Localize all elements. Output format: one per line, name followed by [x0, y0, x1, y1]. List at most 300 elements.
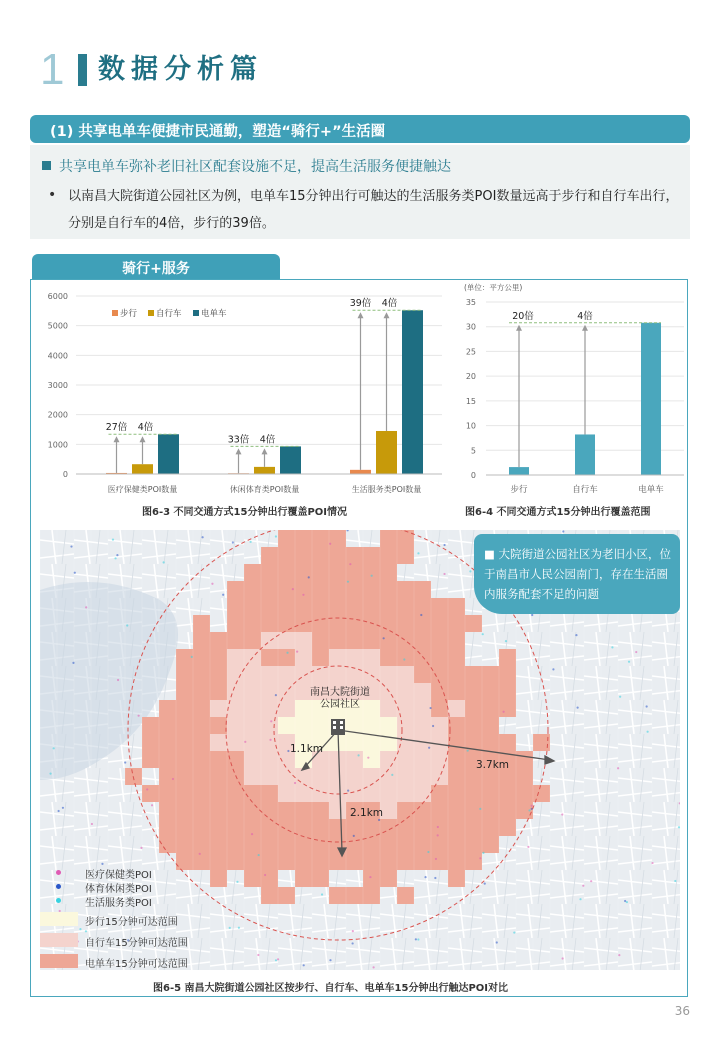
ebike-cell — [465, 819, 482, 836]
ebike-cell — [516, 785, 533, 802]
ebike-cell — [431, 853, 448, 870]
poi-dot — [321, 893, 323, 895]
ebike-cell — [227, 581, 244, 598]
ebike-cell — [142, 751, 159, 768]
ebike-cell — [448, 802, 465, 819]
location-label-line2: 公园社区 — [320, 699, 360, 710]
bike-cell — [414, 751, 431, 768]
ebike-cell — [210, 819, 227, 836]
poi-dot — [443, 544, 445, 546]
subheading: (1) 共享电单车便捷市民通勤，塑造“骑行+”生活圈 — [50, 124, 386, 140]
ebike-cell — [346, 547, 363, 564]
bike-cell — [261, 632, 278, 649]
poi-dot — [496, 941, 498, 943]
bike-cell — [448, 700, 465, 717]
ebike-cell — [210, 683, 227, 700]
ebike-cell — [261, 598, 278, 615]
poi-dot — [294, 782, 296, 784]
ebike-cell — [431, 683, 448, 700]
bike-cell — [227, 717, 244, 734]
poi-dot — [484, 883, 486, 885]
ebike-cell — [482, 734, 499, 751]
poi-dot — [275, 694, 277, 696]
ebike-cell — [278, 802, 295, 819]
ebike-cell — [261, 547, 278, 564]
ebike-cell — [397, 836, 414, 853]
poi-dot — [112, 539, 114, 541]
poi-dot — [371, 575, 373, 577]
bike-cell — [346, 768, 363, 785]
ebike-cell — [482, 683, 499, 700]
ebike-cell — [329, 530, 346, 547]
poi-dot — [619, 696, 621, 698]
poi-dot — [286, 652, 288, 654]
poi-dot — [222, 594, 224, 596]
ebike-cell — [414, 836, 431, 853]
ebike-cell — [499, 819, 516, 836]
poi-dot — [469, 570, 471, 572]
ebike-cell — [380, 598, 397, 615]
ebike-cell — [176, 853, 193, 870]
bar-自行车 — [575, 434, 595, 475]
ebike-cell — [210, 853, 227, 870]
ebike-cell — [210, 751, 227, 768]
poi-dot — [124, 761, 126, 763]
ebike-cell — [193, 785, 210, 802]
ebike-cell — [499, 700, 516, 717]
poi-dot — [199, 853, 201, 855]
walk-ratio-label: 20倍 — [512, 310, 534, 322]
y-tick-label: 10 — [465, 421, 476, 431]
walk-cell — [363, 700, 380, 717]
ebike-cell — [176, 666, 193, 683]
ebike-cell — [295, 547, 312, 564]
ebike-cell — [210, 632, 227, 649]
ebike-cell — [312, 819, 329, 836]
poi-dot — [232, 541, 234, 543]
poi-dot — [647, 731, 649, 733]
ebike-cell — [159, 717, 176, 734]
ebike-cell — [397, 598, 414, 615]
poi-dot — [85, 930, 87, 932]
ebike-cell — [329, 598, 346, 615]
ebike-cell — [227, 853, 244, 870]
ebike-cell — [397, 887, 414, 904]
ebike-cell — [431, 836, 448, 853]
ebike-cell — [278, 615, 295, 632]
ebike-cell — [295, 598, 312, 615]
poi-dot — [269, 739, 271, 741]
walk-ratio-label: 33倍 — [227, 434, 250, 446]
poi-dot — [479, 857, 481, 859]
panel-tab-label: 骑行+服务 — [122, 261, 190, 277]
y-tick-label: 4000 — [47, 351, 68, 361]
summary-paragraph: 以南昌大院街道公园社区为例，电单车15分钟出行可触达的生活服务类POI数量远高于步行和自行车出行，分别是自行车的4倍，步行的39倍。 — [68, 189, 679, 231]
poi-dot — [482, 852, 484, 854]
ratio-arrow-head — [140, 436, 146, 442]
map-callout-text — [484, 544, 674, 604]
poi-dot — [611, 646, 613, 648]
poi-dot — [264, 874, 266, 876]
bar-自行车 — [376, 431, 397, 474]
ratio-arrow-head — [236, 448, 242, 454]
poi-dot — [391, 774, 393, 776]
poi-dot — [579, 898, 581, 900]
ebike-cell — [261, 564, 278, 581]
ebike-cell — [193, 819, 210, 836]
ebike-cell — [431, 819, 448, 836]
ebike-cell — [193, 853, 210, 870]
ebike-cell — [380, 564, 397, 581]
poi-dot — [527, 846, 529, 848]
ebike-cell — [363, 870, 380, 887]
poi-dot — [353, 835, 355, 837]
ebike-cell — [227, 785, 244, 802]
ebike-cell — [397, 802, 414, 819]
ebike-cell — [346, 632, 363, 649]
ebike-cell — [482, 836, 499, 853]
ebike-cell — [176, 683, 193, 700]
ratio-arrow-head — [516, 325, 522, 331]
ebike-cell — [329, 853, 346, 870]
poi-dot — [428, 747, 430, 749]
poi-dot — [49, 773, 51, 775]
bar-步行 — [350, 470, 371, 474]
bike-cell — [329, 751, 346, 768]
y-tick-label: 5000 — [47, 321, 68, 331]
ebike-cell — [176, 734, 193, 751]
bike-cell — [261, 666, 278, 683]
ebike-cell — [312, 615, 329, 632]
ebike-cell — [159, 700, 176, 717]
legend-label: 生活服务类POI — [85, 898, 152, 909]
ebike-cell — [261, 615, 278, 632]
poi-dot — [437, 826, 439, 828]
ebike-cell — [210, 649, 227, 666]
ebike-cell — [482, 666, 499, 683]
bike-cell — [227, 666, 244, 683]
legend-label: 电单车 — [201, 309, 227, 319]
poi-dot — [349, 563, 351, 565]
poi-dot — [258, 854, 260, 856]
ebike-cell — [176, 768, 193, 785]
ebike-cell — [516, 751, 533, 768]
bike-cell — [278, 768, 295, 785]
chart-area-coverage — [452, 282, 688, 499]
ebike-cell — [397, 853, 414, 870]
ebike-cell — [380, 615, 397, 632]
poi-dot — [151, 804, 153, 806]
poi-dot — [347, 790, 349, 792]
ebike-cell — [448, 734, 465, 751]
legend-label: 步行15分钟可达范围 — [85, 917, 178, 928]
ebike-cell — [159, 751, 176, 768]
poi-dot — [443, 573, 445, 575]
bike-ratio-label: 4倍 — [577, 310, 593, 322]
poi-dot — [383, 637, 385, 639]
bike-cell — [397, 751, 414, 768]
ebike-cell — [261, 802, 278, 819]
ebike-cell — [346, 581, 363, 598]
poi-dot — [329, 543, 331, 545]
ebike-cell — [363, 564, 380, 581]
x-tick-label: 生活服务类POI数量 — [351, 485, 422, 494]
ebike-cell — [397, 530, 414, 547]
ebike-cell — [176, 819, 193, 836]
x-tick-label: 电单车 — [638, 485, 664, 495]
bike-cell — [244, 717, 261, 734]
ebike-cell — [363, 819, 380, 836]
ebike-cell — [278, 819, 295, 836]
poi-dot — [435, 858, 437, 860]
section-marker — [78, 54, 87, 86]
poi-dot — [53, 747, 55, 749]
ebike-cell — [210, 802, 227, 819]
ebike-cell — [448, 632, 465, 649]
ebike-cell — [448, 819, 465, 836]
legend-label: 自行车15分钟可达范围 — [85, 938, 188, 949]
poi-dot — [482, 633, 484, 635]
ebike-cell — [176, 785, 193, 802]
bike-cell — [397, 785, 414, 802]
ebike-cell — [414, 819, 431, 836]
y-tick-label: 0 — [470, 471, 476, 480]
ebike-cell — [448, 717, 465, 734]
ebike-cell — [465, 666, 482, 683]
poi-dot — [479, 808, 481, 810]
ebike-cell — [329, 581, 346, 598]
ebike-cell — [227, 802, 244, 819]
ebike-cell — [193, 734, 210, 751]
bar-电单车 — [641, 323, 661, 475]
poi-dot — [329, 959, 331, 961]
walk-cell — [278, 717, 295, 734]
ebike-cell — [295, 530, 312, 547]
ebike-cell — [261, 836, 278, 853]
walk-cell — [312, 717, 329, 734]
ebike-cell — [431, 666, 448, 683]
bike-cell — [380, 666, 397, 683]
bike-cell — [380, 785, 397, 802]
poi-dot — [244, 741, 246, 743]
poi-dot — [417, 938, 419, 940]
section-title: 数据分析篇 — [98, 54, 263, 85]
bar-自行车 — [132, 464, 153, 474]
poi-dot — [275, 535, 277, 537]
poi-dot — [424, 876, 426, 878]
bike-cell — [278, 700, 295, 717]
ebike-cell — [499, 666, 516, 683]
bike-cell — [397, 683, 414, 700]
bike-cell — [312, 768, 329, 785]
ebike-cell — [278, 547, 295, 564]
ratio-arrow-head — [358, 312, 364, 318]
walk-cell — [363, 734, 380, 751]
bike-cell — [227, 649, 244, 666]
ebike-cell — [227, 751, 244, 768]
ebike-cell — [312, 870, 329, 887]
ebike-cell — [414, 598, 431, 615]
bike-cell — [295, 666, 312, 683]
poi-dot — [357, 754, 359, 756]
y-tick-label: 6000 — [47, 292, 68, 301]
poi-dot — [618, 954, 620, 956]
ebike-cell — [465, 836, 482, 853]
poi-dot — [72, 662, 74, 664]
bike-ratio-label: 4倍 — [381, 298, 398, 310]
ebike-cell — [431, 598, 448, 615]
ebike-cell — [295, 819, 312, 836]
poi-dot — [552, 668, 554, 670]
legend-swatch — [193, 310, 199, 316]
ebike-cell — [363, 632, 380, 649]
ebike-cell — [482, 717, 499, 734]
walk-ratio-label: 27倍 — [105, 422, 128, 434]
ebike-cell — [448, 751, 465, 768]
bike-cell — [363, 666, 380, 683]
ebike-cell — [346, 853, 363, 870]
ebike-cell — [431, 615, 448, 632]
ebike-cell — [431, 785, 448, 802]
ebike-cell — [159, 802, 176, 819]
ebike-cell — [295, 853, 312, 870]
poi-dot — [91, 823, 93, 825]
poi-dot — [373, 966, 375, 968]
ebike-cell — [448, 649, 465, 666]
bike-cell — [278, 785, 295, 802]
bike-cell — [244, 768, 261, 785]
ebike-cell — [363, 853, 380, 870]
ebike-cell — [295, 564, 312, 581]
poi-dot — [505, 640, 507, 642]
legend-label: 步行 — [120, 309, 138, 319]
poi-dot — [116, 554, 118, 556]
ebike-cell — [176, 717, 193, 734]
poi-dot — [238, 927, 240, 929]
ebike-cell — [244, 802, 261, 819]
ebike-cell — [295, 802, 312, 819]
bike-cell — [244, 751, 261, 768]
ebike-cell — [278, 649, 295, 666]
bike-cell — [295, 768, 312, 785]
ebike-cell — [465, 853, 482, 870]
ebike-cell — [159, 768, 176, 785]
bar-自行车 — [254, 467, 275, 474]
poi-dot — [528, 809, 530, 811]
ebike-cell — [227, 819, 244, 836]
legend-dot — [56, 898, 61, 903]
callout-body: 大院街道公园社区为老旧小区，位于南昌市人民公园南门，存在生活圈内服务配套不足的问题 — [484, 547, 672, 601]
ebike-cell — [380, 870, 397, 887]
bike-cell — [431, 768, 448, 785]
ebike-cell — [329, 632, 346, 649]
location-label-line1: 南昌大院街道 — [310, 687, 370, 698]
walk-cell — [380, 717, 397, 734]
ebike-cell — [346, 598, 363, 615]
ebike-cell — [193, 649, 210, 666]
ratio-arrow-head — [114, 436, 120, 442]
bike-cell — [261, 683, 278, 700]
ebike-cell — [278, 598, 295, 615]
ebike-cell — [278, 887, 295, 904]
poi-dot — [562, 530, 564, 532]
poi-dot — [590, 880, 592, 882]
ebike-cell — [227, 615, 244, 632]
legend-swatch — [40, 912, 78, 926]
ebike-cell — [414, 666, 431, 683]
poi-dot — [624, 900, 626, 902]
poi-dot — [562, 957, 564, 959]
ebike-cell — [499, 683, 516, 700]
ebike-cell — [295, 870, 312, 887]
y-tick-label: 5 — [470, 446, 476, 456]
bike-cell — [397, 717, 414, 734]
walk-cell — [346, 734, 363, 751]
ebike-cell — [448, 870, 465, 887]
y-tick-label: 30 — [465, 322, 476, 332]
poi-dot — [628, 661, 630, 663]
ebike-cell — [533, 785, 550, 802]
ebike-cell — [516, 768, 533, 785]
poi-dot — [577, 707, 579, 709]
bike-cell — [244, 683, 261, 700]
poi-dot — [138, 715, 140, 717]
bike-cell — [414, 768, 431, 785]
poi-dot — [251, 833, 253, 835]
poi-dot — [352, 930, 354, 932]
poi-dot — [352, 942, 354, 944]
poi-dot — [191, 656, 193, 658]
ebike-cell — [312, 547, 329, 564]
ebike-cell — [176, 751, 193, 768]
page-number: 36 — [674, 1004, 690, 1018]
ebike-cell — [431, 802, 448, 819]
ebike-cell — [244, 598, 261, 615]
bike-cell — [244, 666, 261, 683]
poi-dot — [140, 847, 142, 849]
ebike-cell — [176, 700, 193, 717]
poi-dot — [70, 545, 72, 547]
ebike-cell — [278, 564, 295, 581]
ebike-cell — [346, 819, 363, 836]
bike-cell — [261, 717, 278, 734]
ebike-cell — [210, 870, 227, 887]
poi-dot — [432, 725, 434, 727]
bike-cell — [261, 734, 278, 751]
legend-swatch — [40, 933, 78, 947]
poi-dot — [403, 658, 405, 660]
ebike-cell — [210, 768, 227, 785]
y-tick-label: 25 — [465, 347, 476, 357]
ebike-cell — [465, 717, 482, 734]
bullet-heading-text: 共享电单车弥补老旧社区配套设施不足，提高生活服务便捷触达 — [59, 159, 451, 175]
ebike-cell — [499, 734, 516, 751]
y-tick-label: 1000 — [47, 440, 68, 450]
ebike-cell — [414, 802, 431, 819]
ebike-cell — [380, 649, 397, 666]
bike-cell — [261, 700, 278, 717]
ebike-cell — [142, 717, 159, 734]
poi-dot — [146, 788, 148, 790]
ebike-cell — [448, 768, 465, 785]
poi-dot — [126, 624, 128, 626]
callout-square-icon: ■ — [484, 547, 499, 561]
poi-dot — [302, 594, 304, 596]
building-icon — [331, 719, 345, 735]
ebike-cell — [397, 632, 414, 649]
poi-dot — [367, 757, 369, 759]
ebike-cell — [448, 785, 465, 802]
